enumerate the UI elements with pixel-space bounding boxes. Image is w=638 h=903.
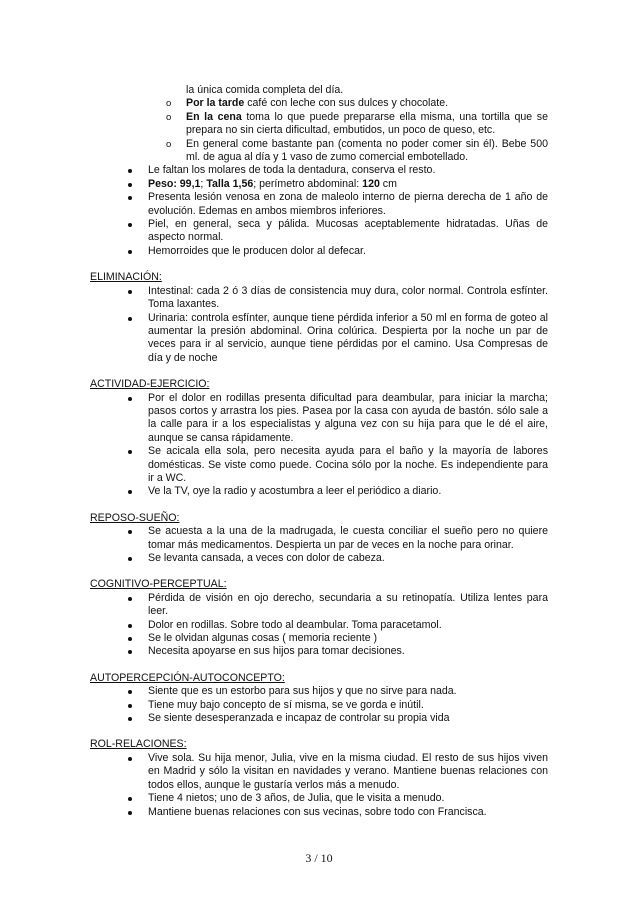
section-title: COGNITIVO-PERCEPTUAL: [90,578,227,591]
list-item [126,792,548,805]
meal-label: En la cena [186,110,242,123]
list-item [126,712,548,725]
alimentacion-bullets [126,164,548,258]
list-item [126,645,548,658]
section-actividad [90,378,548,499]
bullet-icon [128,797,132,801]
meal-text: toma lo que puede prepararse ella misma, una tortilla que se prepara no sin cierta dificultad, embutidos, un poco de queso, etc. [186,110,548,137]
item-text: Se acicala ella sola, pero necesita ayuda para el baño y la mayoría de labores domésticas. Se viste como puede. Cocina sólo por la noche. Es independiente para ir a WC. [148,445,548,484]
item-text: Intestinal: cada 2 ó 3 días de consistencia muy dura, color normal. Controla esfínter. Toma laxantes. [148,284,548,311]
section-title: AUTOPERCEPCIÓN-AUTOCONCEPTO: [90,671,285,684]
meal-item-tarde [166,97,548,110]
list-item [126,218,548,245]
list-item [126,752,548,792]
item-text: Necesita apoyarse en sus hijos para tomar decisiones. [148,645,405,658]
item-text: Presenta lesión venosa en zona de maleolo interno de pierna derecha de 1 año de evolución. Edemas en ambos miembros inferiores. [148,191,548,217]
item-text: Le faltan los molares de toda la dentadura, conserva el resto. [148,164,436,177]
circle-marker-icon: o [166,138,172,150]
section-title: ROL-RELACIONES: [90,738,187,751]
bullet-icon [128,196,132,200]
section-autopercepcion [90,672,548,726]
item-text: Vive sola. Su hija menor, Julia, vive en la misma ciudad. El resto de sus hijos viven en Madrid y sólo la visitan en navidades y verano. Mantiene buenas relaciones con todos ellos, aunque le gustaría verlos más a menudo. [148,751,548,791]
section-list [126,752,548,819]
item-text: Se le olvidan algunas cosas ( memoria reciente ) [148,632,378,645]
item-text: Por el dolor en rodillas presenta dificultad para deambular, para iniciar la marcha; pasos cortos y arrastra los pies. Pasea por la casa con ayuda de bastón. sólo sale a la calle para ir a los especialistas y alguna vez con su hija para que le dé el aire, aunque se cansa rápidamente. [148,391,548,444]
bullet-icon [128,597,132,601]
list-item [126,552,548,565]
list-item [126,312,548,366]
bullet-icon [128,650,132,654]
perimetro-text: ; perímetro abdominal: [253,177,363,190]
list-item [126,685,548,698]
peso-label: Peso: 99,1 [148,177,201,190]
meal-text: café con leche con sus dulces y chocolate. [244,97,449,110]
item-text: Urinaria: controla esfínter, aunque tiene pérdida inferior a 50 ml en forma de goteo al aumentar la presión abdominal. Orina colúrica. Despierta por la noche un par de veces para ir al servicio, aunque tiene pérdidas por el camino. Usa Compresas de día y de noche [148,311,548,364]
list-item [126,806,548,819]
circle-marker-icon: o [166,98,172,110]
item-text: Piel, en general, seca y pálida. Mucosas aceptablemente hidratadas. Uñas de aspecto normal. [148,218,548,244]
meal-item-general [166,138,548,165]
item-text: Pérdida de visión en ojo derecho, secundaria a su retinopatía. Utiliza lentes para leer. [148,591,548,618]
circle-marker-icon: o [166,111,172,123]
page-content [90,84,548,819]
bullet-icon [128,690,132,694]
section-cognitivo [90,578,548,658]
list-item [126,699,548,712]
bullet-icon [128,223,132,227]
meal-text: En general come bastante pan (comenta no poder comer sin él). Bebe 500 ml. de agua al día y 1 vaso de zumo comercial embotellado. [186,137,548,164]
item-text: Se siente desesperanzada e incapaz de controlar su propia vida [148,712,450,725]
bullet-icon [128,490,132,494]
perimetro-value: 120 [362,177,380,190]
bullet-icon [128,624,132,628]
bullet-icon [128,704,132,708]
section-eliminacion [90,271,548,365]
item-text: Tiene 4 nietos; uno de 3 años, de Julia, que le visita a menudo. [148,792,445,805]
meal-continuation: la única comida completa del día. [186,84,344,96]
bullet-icon [128,637,132,641]
list-item [126,164,548,177]
bullet-icon [128,169,132,173]
item-text: Tiene muy bajo concepto de sí misma, se ve gorda e inútil. [148,698,424,711]
bullet-icon [128,397,132,401]
bullet-icon [128,250,132,254]
section-list [126,392,548,499]
list-item [126,525,548,552]
list-item [126,445,548,485]
list-item [126,592,548,619]
section-list [126,685,548,725]
item-text: Se levanta cansada, a veces con dolor de cabeza. [148,552,385,564]
meal-item-cena [166,111,548,138]
section-reposo [90,512,548,566]
item-text: Dolor en rodillas. Sobre todo al deambular. Toma paracetamol. [148,618,442,631]
section-title: ACTIVIDAD-EJERCICIO: [90,378,210,391]
bullet-icon [128,717,132,721]
section-rol [90,738,548,818]
talla-label: Talla 1,56 [206,177,254,190]
bullet-icon [128,530,132,534]
list-item [126,485,548,498]
list-item [126,285,548,312]
meal-label: Por la tarde [186,97,245,110]
list-item [126,245,548,258]
perimetro-unit: cm [379,177,397,190]
section-title: ELIMINACIÓN: [90,271,162,284]
bullet-icon [128,317,132,321]
list-item [126,632,548,645]
bullet-icon [128,183,132,187]
item-text: Siente que es un estorbo para sus hijos y que no sirve para nada. [148,685,457,698]
bullet-icon [128,757,132,761]
list-item [126,178,548,191]
bullet-icon [128,557,132,561]
list-item [126,191,548,218]
bullet-icon [128,290,132,294]
item-text: Mantiene buenas relaciones con sus vecinas, sobre todo con Francisca. [148,805,487,818]
item-text: Hemorroides que le producen dolor al defecar. [148,244,366,257]
item-text: Ve la TV, oye la radio y acostumbra a leer el periódico a diario. [148,485,442,498]
list-item [126,392,548,446]
list-item [126,619,548,632]
separator: ; [200,177,207,190]
page-number: 3 / 10 [305,851,333,865]
section-list [126,285,548,365]
section-list [126,525,548,565]
section-title: REPOSO-SUEÑO: [90,511,180,524]
meal-list [166,97,548,164]
bullet-icon [128,450,132,454]
item-text: Se acuesta a la una de la madrugada, le cuesta conciliar el sueño pero no quiere tomar más medicamentos. Despierta un par de veces en la noche para orinar. [148,525,548,551]
section-list [126,592,548,659]
bullet-icon [128,811,132,815]
